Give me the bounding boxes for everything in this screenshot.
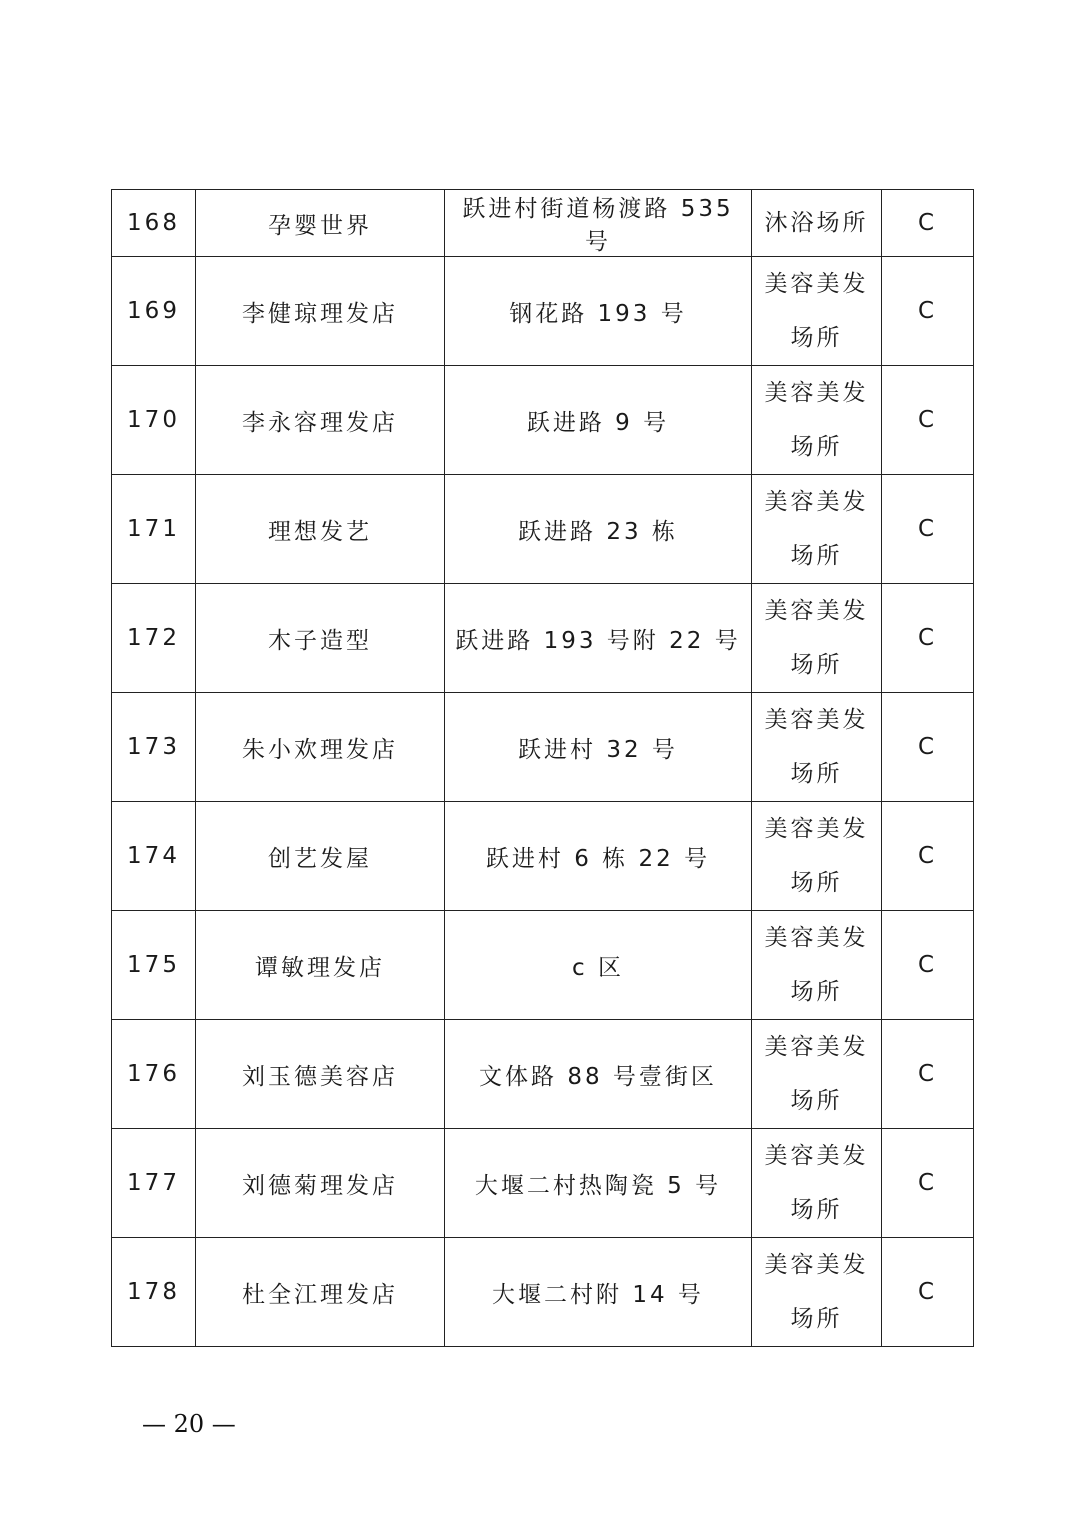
venue-address: 跃进村 32 号 (445, 693, 752, 802)
venue-type-cell (752, 475, 882, 584)
venue-name: 杜全江理发店 (196, 1238, 445, 1347)
row-number: 177 (112, 1129, 196, 1238)
venue-type-cell (752, 693, 882, 802)
venue-type: 美容美发场所 (764, 925, 869, 1005)
venue-address: 跃进路 23 栋 (445, 475, 752, 584)
venue-type-cell (752, 1238, 882, 1347)
venue-type: 沐浴场所 (764, 210, 869, 236)
venue-grade: C (882, 366, 974, 475)
venue-address: 大堰二村热陶瓷 5 号 (445, 1129, 752, 1238)
table-row (112, 1238, 974, 1347)
venue-type-cell (752, 584, 882, 693)
venue-name: 李健琼理发店 (196, 257, 445, 366)
venue-address: 跃进村街道杨渡路 535 号 (445, 190, 752, 257)
row-number: 178 (112, 1238, 196, 1347)
venue-address: 跃进村 6 栋 22 号 (445, 802, 752, 911)
venue-address: 文体路 88 号壹街区 (445, 1020, 752, 1129)
venue-address: 钢花路 193 号 (445, 257, 752, 366)
venue-address: 跃进路 9 号 (445, 366, 752, 475)
table-row (112, 693, 974, 802)
row-number: 168 (112, 190, 196, 257)
table-row (112, 366, 974, 475)
venue-grade: C (882, 584, 974, 693)
venue-address: 大堰二村附 14 号 (445, 1238, 752, 1347)
row-number: 173 (112, 693, 196, 802)
table-row (112, 584, 974, 693)
venue-type-cell (752, 911, 882, 1020)
venue-type: 美容美发场所 (764, 271, 869, 351)
row-number: 175 (112, 911, 196, 1020)
venue-address: 跃进路 193 号附 22 号 (445, 584, 752, 693)
table-row (112, 190, 974, 257)
venue-type: 美容美发场所 (764, 598, 869, 678)
venue-table (111, 189, 974, 1347)
venue-grade: C (882, 475, 974, 584)
venue-name: 李永容理发店 (196, 366, 445, 475)
venue-name: 谭敏理发店 (196, 911, 445, 1020)
venue-grade: C (882, 190, 974, 257)
venue-type: 美容美发场所 (764, 489, 869, 569)
venue-name: 创艺发屋 (196, 802, 445, 911)
venue-type-cell (752, 1129, 882, 1238)
venue-name: 刘德菊理发店 (196, 1129, 445, 1238)
venue-type-cell (752, 257, 882, 366)
table-row (112, 1129, 974, 1238)
table-row (112, 1020, 974, 1129)
venue-grade: C (882, 1020, 974, 1129)
table-row (112, 911, 974, 1020)
venue-type: 美容美发场所 (764, 707, 869, 787)
venue-type: 美容美发场所 (764, 816, 869, 896)
venue-name: 木子造型 (196, 584, 445, 693)
venue-type: 美容美发场所 (764, 1252, 869, 1332)
venue-type: 美容美发场所 (764, 1034, 869, 1114)
row-number: 170 (112, 366, 196, 475)
table-row (112, 475, 974, 584)
venue-name: 朱小欢理发店 (196, 693, 445, 802)
venue-type-cell (752, 802, 882, 911)
table-row (112, 802, 974, 911)
venue-address: c 区 (445, 911, 752, 1020)
venue-grade: C (882, 1129, 974, 1238)
row-number: 171 (112, 475, 196, 584)
venue-grade: C (882, 693, 974, 802)
row-number: 172 (112, 584, 196, 693)
venue-name: 刘玉德美容店 (196, 1020, 445, 1129)
venue-grade: C (882, 1238, 974, 1347)
venue-name: 孕婴世界 (196, 190, 445, 257)
venue-grade: C (882, 257, 974, 366)
page-number: — 20 — (142, 1410, 236, 1438)
venue-name: 理想发艺 (196, 475, 445, 584)
venue-type: 美容美发场所 (764, 380, 869, 460)
table-row (112, 257, 974, 366)
row-number: 174 (112, 802, 196, 911)
row-number: 176 (112, 1020, 196, 1129)
venue-type-cell (752, 366, 882, 475)
venue-grade: C (882, 802, 974, 911)
venue-type-cell (752, 1020, 882, 1129)
venue-grade: C (882, 911, 974, 1020)
row-number: 169 (112, 257, 196, 366)
venue-type: 美容美发场所 (764, 1143, 869, 1223)
venue-type-cell (752, 190, 882, 257)
